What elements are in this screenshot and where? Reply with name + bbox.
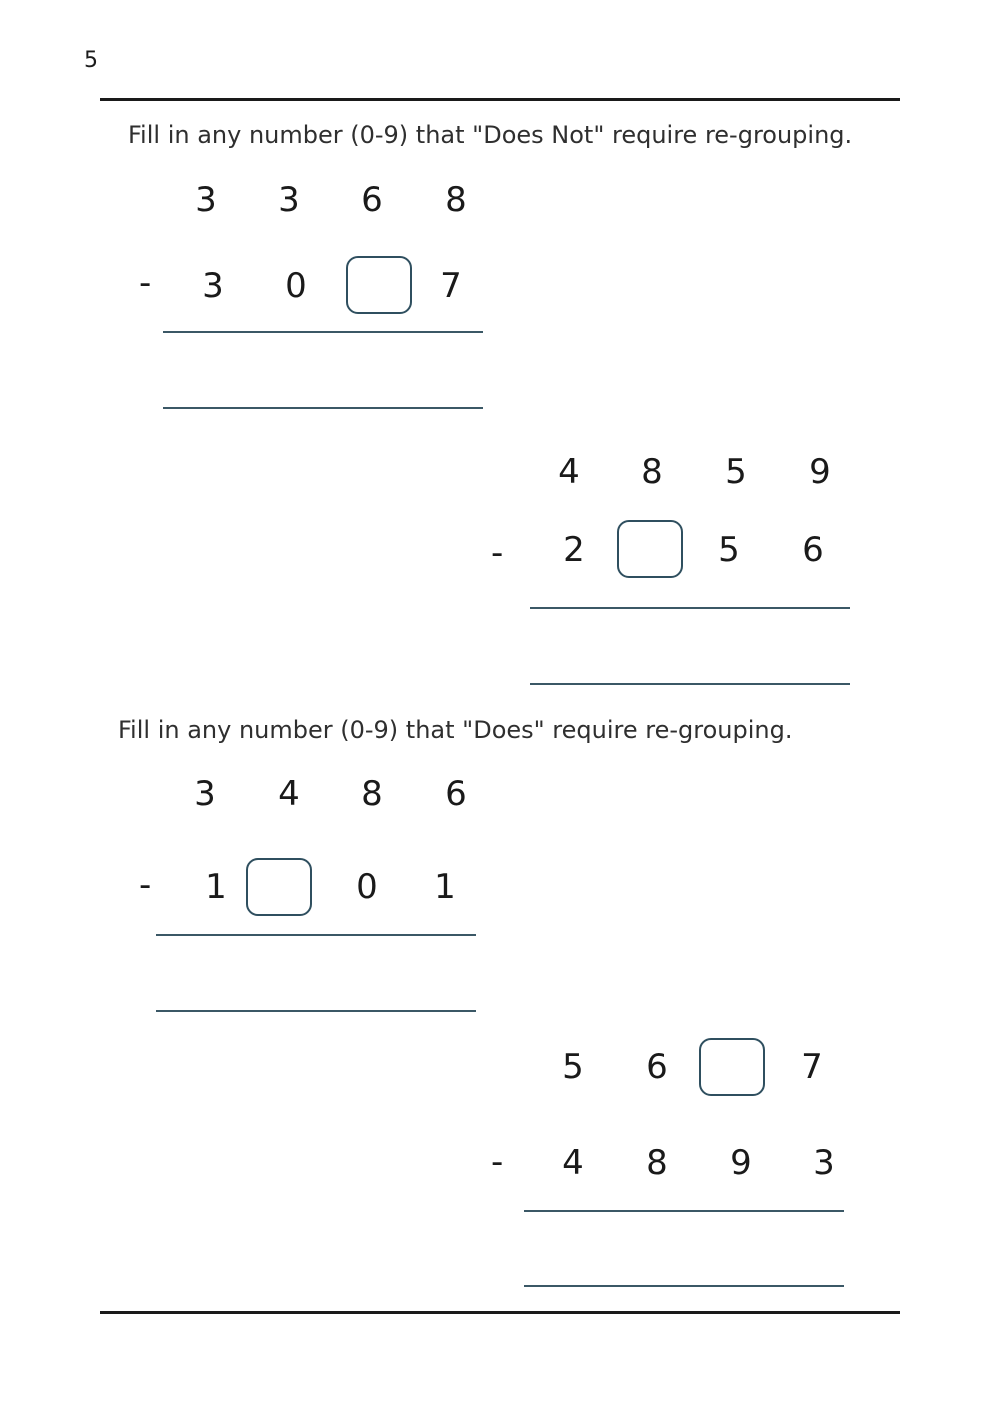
top-digit: 3: [278, 180, 300, 220]
minus-sign: -: [491, 1142, 504, 1182]
instruction-no-regrouping: Fill in any number (0-9) that "Does Not" require re-grouping.: [128, 121, 853, 149]
top-digit: 5: [562, 1047, 584, 1087]
blank-answer-box[interactable]: [246, 858, 312, 916]
subtraction-line: [156, 934, 476, 936]
top-digit: 8: [361, 774, 383, 814]
bottom-rule: [100, 1311, 900, 1314]
bottom-digit: 8: [646, 1143, 668, 1183]
top-digit: 5: [725, 452, 747, 492]
answer-write-line[interactable]: [163, 407, 483, 409]
top-digit: 8: [641, 452, 663, 492]
blank-answer-box[interactable]: [699, 1038, 765, 1096]
bottom-digit: 5: [718, 530, 740, 570]
instruction-regrouping: Fill in any number (0-9) that "Does" require re-grouping.: [118, 716, 793, 744]
bottom-digit: 0: [356, 867, 378, 907]
top-digit: 7: [801, 1047, 823, 1087]
minus-sign: -: [139, 263, 152, 303]
blank-answer-box[interactable]: [346, 256, 412, 314]
answer-write-line[interactable]: [530, 683, 850, 685]
answer-write-line[interactable]: [156, 1010, 476, 1012]
top-digit: 9: [809, 452, 831, 492]
bottom-digit: 7: [440, 266, 462, 306]
bottom-digit: 2: [563, 530, 585, 570]
page-number: 5: [84, 48, 98, 73]
minus-sign: -: [139, 865, 152, 905]
bottom-digit: 3: [202, 266, 224, 306]
bottom-digit: 6: [802, 530, 824, 570]
bottom-digit: 9: [730, 1143, 752, 1183]
top-digit: 6: [646, 1047, 668, 1087]
top-digit: 4: [558, 452, 580, 492]
answer-write-line[interactable]: [524, 1285, 844, 1287]
bottom-digit: 3: [813, 1143, 835, 1183]
top-digit: 3: [195, 180, 217, 220]
subtraction-line: [530, 607, 850, 609]
blank-answer-box[interactable]: [617, 520, 683, 578]
top-digit: 4: [278, 774, 300, 814]
subtraction-line: [524, 1210, 844, 1212]
minus-sign: -: [491, 533, 504, 573]
top-digit: 6: [445, 774, 467, 814]
bottom-digit: 1: [205, 867, 227, 907]
top-digit: 3: [194, 774, 216, 814]
top-rule: [100, 98, 900, 101]
top-digit: 6: [361, 180, 383, 220]
bottom-digit: 1: [434, 867, 456, 907]
bottom-digit: 0: [285, 266, 307, 306]
subtraction-line: [163, 331, 483, 333]
bottom-digit: 4: [562, 1143, 584, 1183]
top-digit: 8: [445, 180, 467, 220]
